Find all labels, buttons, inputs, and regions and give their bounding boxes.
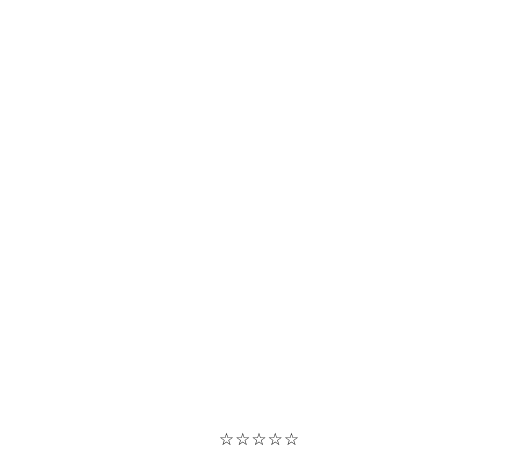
text-line bbox=[6, 266, 513, 292]
text-line bbox=[6, 160, 513, 186]
text-line bbox=[6, 292, 513, 318]
text-line bbox=[6, 213, 513, 239]
text-line bbox=[6, 345, 513, 371]
article-body bbox=[6, 2, 513, 398]
text-line bbox=[6, 187, 513, 213]
text-line bbox=[6, 371, 513, 397]
text-line bbox=[6, 240, 513, 266]
text-line bbox=[6, 28, 513, 54]
star-divider: ☆☆☆☆☆ bbox=[218, 430, 301, 450]
text-line bbox=[6, 134, 513, 160]
text-line bbox=[6, 319, 513, 345]
text-line bbox=[6, 55, 513, 81]
text-line bbox=[6, 108, 513, 134]
text-line bbox=[6, 2, 513, 28]
text-line bbox=[6, 81, 513, 107]
